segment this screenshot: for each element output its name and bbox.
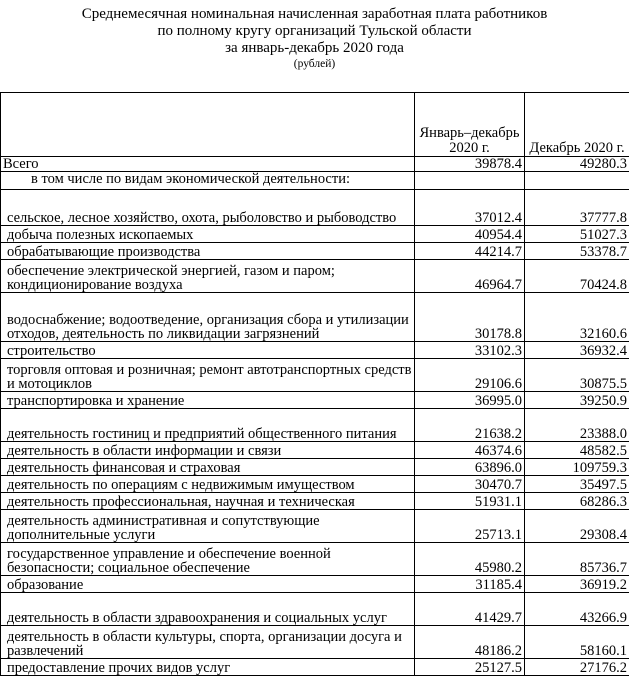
row-value-december: 51027.3: [525, 226, 629, 243]
row-label: обеспечение электрической энергией, газом и паром; кондиционирование воздуха: [1, 260, 415, 293]
row-value-jan-dec: 41429.7: [415, 593, 525, 626]
row-label: сельское, лесное хозяйство, охота, рыболовство и рыбоводство: [1, 190, 415, 226]
row-value-december: 70424.8: [525, 260, 629, 293]
row-value-december: 30875.5: [525, 359, 629, 392]
row-value-december: 36919.2: [525, 576, 629, 593]
table-header-row: [1, 93, 629, 157]
header-december: Декабрь 2020 г.: [525, 93, 629, 157]
row-label: транспортировка и хранение: [1, 392, 415, 409]
table-row-total: [1, 157, 629, 172]
table-row: [1, 543, 629, 576]
row-label: деятельность в области культуры, спорта, организации досуга и развлечений: [1, 626, 415, 659]
row-value-jan-dec: 31185.4: [415, 576, 525, 593]
row-label: деятельность гостиниц и предприятий общественного питания: [1, 409, 415, 442]
row-value-december: 27176.2: [525, 659, 629, 676]
row-value-jan-dec: 46964.7: [415, 260, 525, 293]
wage-table: [0, 92, 629, 676]
row-value-jan-dec: 39878.4: [415, 157, 525, 172]
document-title: [0, 6, 629, 71]
row-value-jan-dec: 63896.0: [415, 459, 525, 476]
row-value-jan-dec: 46374.6: [415, 442, 525, 459]
row-value-jan-dec: 30470.7: [415, 476, 525, 493]
row-label: строительство: [1, 342, 415, 359]
row-value-december: 53378.7: [525, 243, 629, 260]
row-value-jan-dec: 21638.2: [415, 409, 525, 442]
row-value-december: 85736.7: [525, 543, 629, 576]
row-value-december: 39250.9: [525, 392, 629, 409]
title-line-1: Среднемесячная номинальная начисленная заработная плата работников: [81, 6, 548, 22]
title-line-2: по полному кругу организаций Тульской области: [157, 23, 472, 39]
row-value-jan-dec: 33102.3: [415, 342, 525, 359]
row-value-jan-dec: 44214.7: [415, 243, 525, 260]
row-value-december: 32160.6: [525, 293, 629, 342]
row-value-jan-dec: 29106.6: [415, 359, 525, 392]
row-label: государственное управление и обеспечение военной безопасности; социальное обеспечение: [1, 543, 415, 576]
table-row: [1, 476, 629, 493]
row-label: торговля оптовая и розничная; ремонт автотранспортных средств и мотоциклов: [1, 359, 415, 392]
row-label: предоставление прочих видов услуг: [1, 659, 415, 676]
row-label: водоснабжение; водоотведение, организация сбора и утилизации отходов, деятельность по ликвидации загрязнений: [1, 293, 415, 342]
title-line-3: за январь-декабрь 2020 года: [225, 40, 404, 56]
table-row: [1, 342, 629, 359]
table-row: [1, 442, 629, 459]
header-jan-dec: Январь–декабрь 2020 г.: [415, 93, 525, 157]
row-label: деятельность в области здравоохранения и социальных услуг: [1, 593, 415, 626]
row-value-december: 49280.3: [525, 157, 629, 172]
table-row: [1, 190, 629, 226]
row-value-december: 36932.4: [525, 342, 629, 359]
row-value-december: 48582.5: [525, 442, 629, 459]
table-row: [1, 409, 629, 442]
row-value-december: 29308.4: [525, 510, 629, 543]
subheading-empty-1: [415, 172, 525, 190]
row-value-jan-dec: 45980.2: [415, 543, 525, 576]
table-row: [1, 576, 629, 593]
table-row: [1, 359, 629, 392]
subheading-empty-2: [525, 172, 629, 190]
row-label: деятельность по операциям с недвижимым имуществом: [1, 476, 415, 493]
row-value-december: 37777.8: [525, 190, 629, 226]
row-value-jan-dec: 36995.0: [415, 392, 525, 409]
table-row: [1, 293, 629, 342]
table-row: [1, 260, 629, 293]
table-row: [1, 493, 629, 510]
row-value-december: 58160.1: [525, 626, 629, 659]
row-value-jan-dec: 51931.1: [415, 493, 525, 510]
row-value-jan-dec: 30178.8: [415, 293, 525, 342]
table-row: [1, 593, 629, 626]
unit-label: (рублей): [293, 58, 336, 70]
table-subheading-row: [1, 172, 629, 190]
table-row: [1, 243, 629, 260]
row-label: деятельность финансовая и страховая: [1, 459, 415, 476]
row-value-jan-dec: 37012.4: [415, 190, 525, 226]
table-row: [1, 226, 629, 243]
row-label: обрабатывающие производства: [1, 243, 415, 260]
row-value-december: 68286.3: [525, 493, 629, 510]
row-value-jan-dec: 40954.4: [415, 226, 525, 243]
row-value-jan-dec: 25127.5: [415, 659, 525, 676]
table-row: [1, 459, 629, 476]
table-row: [1, 392, 629, 409]
row-value-jan-dec: 25713.1: [415, 510, 525, 543]
row-label: добыча полезных ископаемых: [1, 226, 415, 243]
row-value-jan-dec: 48186.2: [415, 626, 525, 659]
row-label: Всего: [1, 157, 415, 172]
table-row: [1, 510, 629, 543]
row-label: образование: [1, 576, 415, 593]
table-row: [1, 626, 629, 659]
subheading-label: в том числе по видам экономической деятельности:: [1, 172, 415, 190]
row-value-december: 23388.0: [525, 409, 629, 442]
row-value-december: 43266.9: [525, 593, 629, 626]
row-label: деятельность административная и сопутствующие дополнительные услуги: [1, 510, 415, 543]
row-value-december: 109759.3: [525, 459, 629, 476]
row-label: деятельность профессиональная, научная и техническая: [1, 493, 415, 510]
row-label: деятельность в области информации и связи: [1, 442, 415, 459]
header-name: [1, 93, 415, 157]
table-row: [1, 659, 629, 676]
row-value-december: 35497.5: [525, 476, 629, 493]
